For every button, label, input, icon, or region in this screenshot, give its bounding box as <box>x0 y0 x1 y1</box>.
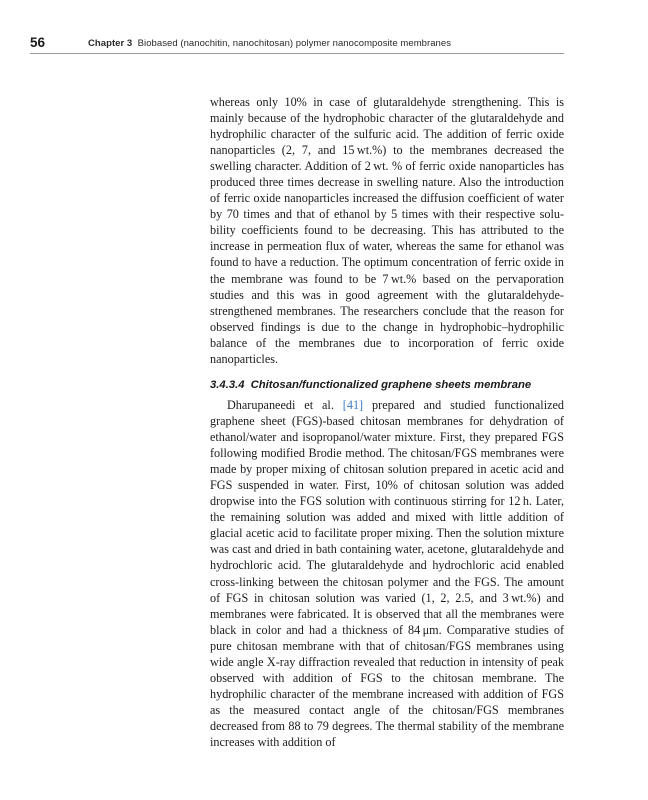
section-number: 3.4.3.4 <box>210 379 245 391</box>
section-title: Chitosan/functionalized graphene sheets membrane <box>250 379 532 391</box>
citation-link[interactable]: [41] <box>342 398 364 412</box>
section-heading <box>210 378 564 393</box>
running-head <box>88 38 451 50</box>
chapter-label: Chapter 3 <box>88 38 133 49</box>
body-paragraph: whereas only 10% in case of glutaraldehyde strengthening. This is mainly because of the hydrophobic character of the glutaraldehyde and hydrophilic character of the sulfuric acid. The addition of ferric oxide nanoparticles (2, 7, and 15 wt.%) to the membranes decreased the swelling character. Addition of 2 wt. % of ferric oxide nanoparticles has produced three times decrease in swelling nature. Also the introduction of ferric oxide nanoparticles increased the diffusion coefficient of water by 70 times and that of ethanol by 5 times with their respective solubility coefficients found to be decreasing. This has attributed to the increase in permeation flux of water, whereas the same for ethanol was found to have a reduction. The optimum concentration of ferric oxide in the membrane was found to be 7 wt.% based on the pervaporation studies and this was in good agreement with the glutaraldehyde-strengthened membranes. The researchers conclude that the reason for observed findings is due to the change in hydrophobic–hydrophilic balance of the membranes due to incorporation of ferric oxide nanoparticles. <box>210 95 564 366</box>
chapter-title: Biobased (nanochitin, nanochitosan) polymer nanocomposite membranes <box>137 38 452 49</box>
paragraph-lead: Dharupaneedi et al. <box>227 398 343 412</box>
running-header <box>30 36 564 54</box>
page-number: 56 <box>30 35 46 50</box>
body-paragraph <box>210 397 564 750</box>
paragraph-text: prepared and studied functionalized graphene sheet (FGS)-based chitosan membranes for dehydration of ethanol/water and isopropanol/water mixture. First, they prepared FGS following modified Brodie method. The chitosan/FGS membranes were made by proper mixing of chitosan solution prepared in acetic acid and FGS suspended in water. First, 10% of chitosan solution was added dropwise into the FGS solution with continuous stirring for 12 h. Later, the remaining solution was added and mixed with little addition of glacial acetic acid to facilitate proper mixing. Then the solution mixture was cast and dried in bath containing water, acetone, glutaraldehyde and hydrochloric acid. The glutaraldehyde and hydrochloric acid enabled cross-linking between the chitosan polymer and the FGS. The amount of FGS in chitosan solution was varied (1, 2, 2.5, and 3 wt.%) and membranes were fabricated. It is observed that all the membranes were black in color and had a thickness of 84 μm. Comparative studies of pure chitosan membrane with that of chitosan/FGS membranes using wide angle X-ray diffraction revealed that reduction in intensity of peak observed with addition of FGS to the chitosan membrane. The hydrophilic character of the membrane increased with addition of FGS as the measured contact angle of the chitosan/FGS membranes decreased from 88 to 79 degrees. The thermal stability of the membrane increases with addition of <box>210 398 564 749</box>
